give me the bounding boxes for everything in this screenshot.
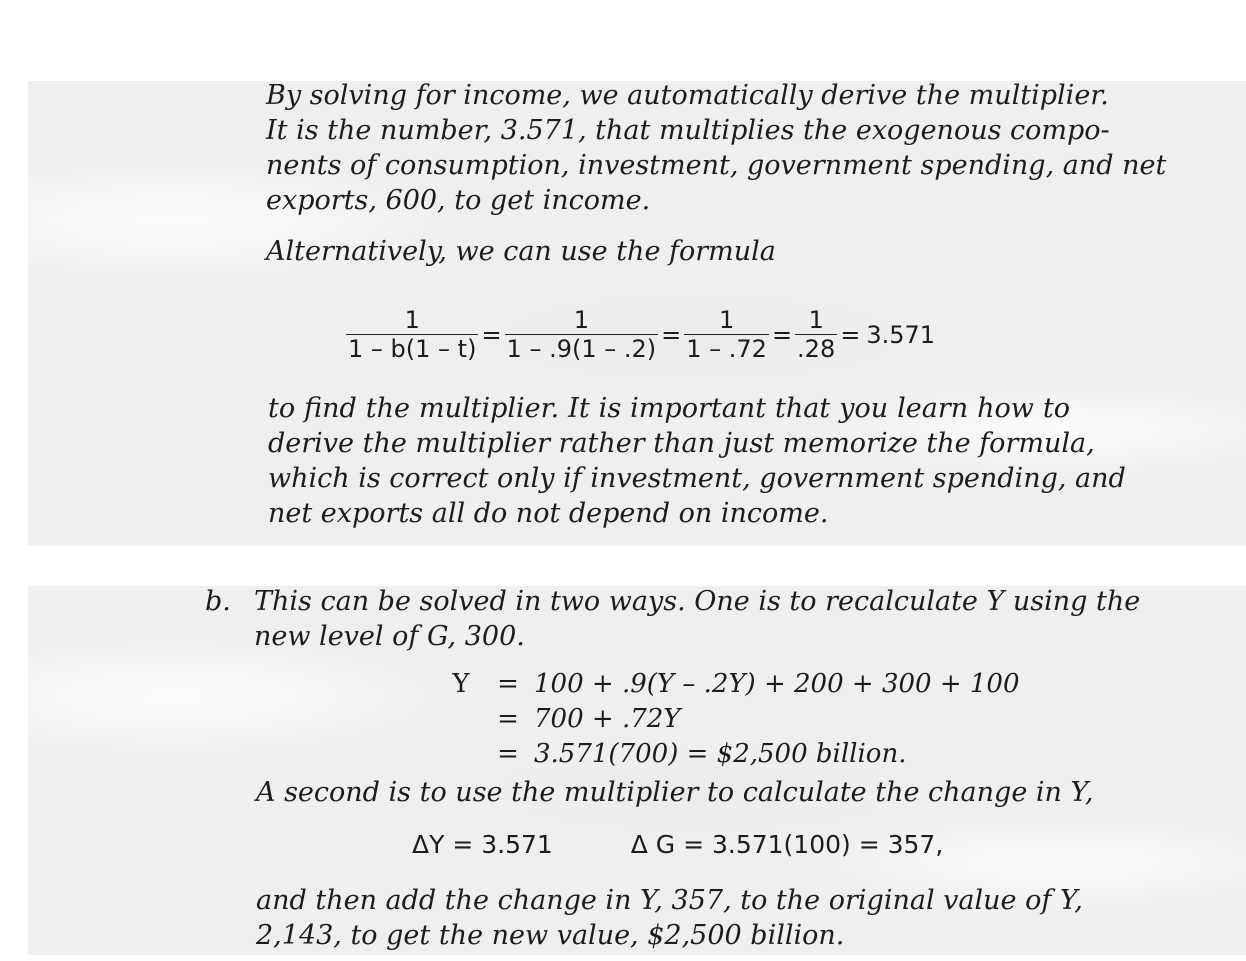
delta-g: Δ G = 3.571(100) = 357,: [630, 830, 944, 859]
paragraph-multiplier-derivation: [266, 78, 1167, 218]
equals-sign: =: [481, 320, 502, 349]
text-line: 2,143, to get the new value, $2,500 billion.: [256, 920, 845, 951]
numerator: 1: [404, 306, 420, 334]
equals-sign: =: [497, 739, 519, 769]
denominator: 1 – .72: [686, 335, 767, 363]
equation-row: [440, 739, 906, 769]
fraction-simplified: [684, 306, 769, 363]
delta-equation: [412, 830, 943, 859]
denominator: 1 – b(1 – t): [348, 335, 477, 363]
equals-sign: =: [840, 320, 861, 349]
text-line: which is correct only if investment, government spending, and: [268, 463, 1126, 494]
text-line: exports, 600, to get income.: [266, 185, 651, 216]
numerator: 1: [718, 306, 735, 334]
fraction-final: [795, 306, 837, 363]
equation-rhs: 3.571(700) = $2,500 billion.: [534, 739, 907, 769]
text-line: A second is to use the multiplier to calculate the change in Y,: [256, 777, 1094, 808]
paragraph-alternatively: [266, 234, 776, 269]
text-line: net exports all do not depend on income.: [268, 498, 829, 529]
text-line: to find the multiplier. It is important that you learn how to: [268, 393, 1070, 424]
equation-row: [440, 704, 680, 734]
equals-sign: =: [661, 320, 682, 349]
numerator: 1: [573, 306, 589, 334]
denominator: 1 – .9(1 – .2): [506, 335, 657, 363]
equals-sign: =: [497, 669, 519, 699]
delta-y: ΔY = 3.571: [412, 830, 553, 859]
equation-lhs: Y: [452, 669, 470, 699]
paragraph-second-way: [256, 775, 1094, 810]
multiplier-formula: [346, 306, 938, 363]
text-line: and then add the change in Y, 357, to the original value of Y,: [256, 885, 1083, 916]
equals-sign: =: [771, 320, 793, 349]
text-line: This can be solved in two ways. One is to recalculate Y using the: [254, 586, 1141, 617]
item-label-b: b.: [205, 586, 231, 617]
equation-row: [440, 669, 1020, 699]
equals-sign: =: [497, 704, 519, 734]
text-line: By solving for income, we automatically derive the multiplier.: [266, 80, 1109, 111]
numerator: 1: [808, 306, 824, 334]
fraction-general: [346, 306, 478, 363]
fraction-substituted: [505, 306, 659, 363]
text-line: derive the multiplier rather than just memorize the formula,: [268, 428, 1095, 459]
paragraph-learn-derivation: [268, 391, 1126, 531]
text-line: It is the number, 3.571, that multiplies the exogenous compo-: [266, 115, 1110, 146]
text-line: new level of G, 300.: [254, 621, 525, 652]
equation-rhs: 100 + .9(Y – .2Y) + 200 + 300 + 100: [534, 669, 1020, 699]
text-line: Alternatively, we can use the formula: [266, 236, 776, 267]
equation-rhs: 700 + .72Y: [534, 704, 681, 734]
paragraph-two-ways: [254, 584, 1141, 654]
paragraph-final: [256, 883, 1083, 953]
denominator: .28: [797, 335, 836, 363]
formula-result: 3.571: [866, 320, 936, 349]
text-line: nents of consumption, investment, government spending, and net: [266, 150, 1167, 181]
